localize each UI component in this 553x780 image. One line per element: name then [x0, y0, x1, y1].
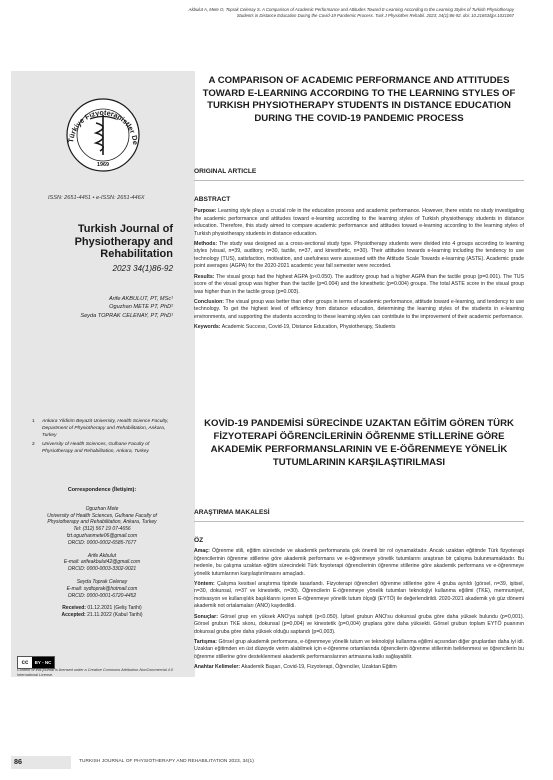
results-text: The visual group had the highest AGPA (p<0.050). The auditory group had a higher AGPA than the tactile group (p=0.001). The TUS score of the visual group was higher than the tactile (p=0.004) and the kinesthetic (p=0.004) groups. The total ASTE score in the visual group was higher than in the tactile group (p=0.003).	[194, 273, 524, 295]
correspondent-orcid[interactable]: ORCID: 0000-0001-6720-4452	[67, 592, 137, 599]
research-article-label: ARAŞTIRMA MAKALESİ	[194, 509, 270, 516]
society-logo	[38, 83, 168, 213]
article-title-english: A COMPARISON OF ACADEMIC PERFORMANCE AND ATTITUDES TOWARD E-LEARNING ACCORDING TO THE LEARNING STYLES OF TURKISH PHYSIOTHERAPY STUDENTS IN DISTANCE EDUCATION DURING THE COVID-19 PANDEMIC PROCESS	[202, 75, 516, 124]
correspondent-name: Oguzhan Mete	[85, 505, 119, 512]
sonuclar-label: Sonuçlar:	[194, 613, 218, 620]
abstract-purpose	[194, 208, 524, 238]
purpose-text: Learning style plays a crucial role in the education process and academic performance. However, there exists no study investigating the academic performance and attitudes toward e-learning according to the learning styles of Turkish physiotherapy students in distance education. Therefore, this study aimed to compare academic performance and attitudes toward e-learning according to the learning styles of Turkish physiotherapy students in distance education.	[194, 208, 524, 237]
cc-icon: cc	[18, 657, 32, 668]
author-3: Seyda TOPRAK CELENAY, PT, PhD¹	[80, 312, 173, 319]
oz-body	[194, 548, 524, 674]
accepted-label: Accepted:	[61, 612, 86, 619]
oz-heading: ÖZ	[194, 537, 204, 544]
oz-tartisma	[194, 639, 524, 662]
methods-text: The study was designed as a cross-sectional study type. Physiotherapy students were divided into 4 groups according to learning styles (visual, n=39, auditory, n=30, tactile, n=37, and kinesthetic, n=30). Their attitudes towards e-learning including the tendency to use technology (TUS), satisfaction, motivation, and usefulness were assessed with the Attitude Scale Towards e-learning (ASTE). Academic grade point averages (AGPA) for the 2020-2021 academic year fall semester were recorded.	[194, 240, 525, 270]
abstract-conclusion	[194, 299, 524, 322]
affiliation-number: 2	[32, 441, 35, 447]
affiliation-2	[32, 442, 170, 456]
anahtar-text: Akademik Başarı, Covid-19, Fizyoterapi, Öğrenciler, Uzaktan Eğitim	[241, 664, 397, 671]
oz-anahtar	[194, 664, 524, 672]
accepted-value: 21.11.2022 (Kabul Tarihi)	[87, 612, 143, 619]
conclusion-text: The visual group was better than other groups in terms of academic performance, attitude toward e-learning, and tendency to use technology. To get the highest level of efficiency from distance education, determining the learning styles of the students in e-learning environments, and supporting the students according to these learning styles can contribute to the improvement of their academic performance.	[194, 298, 524, 320]
affiliation-text: Ankara Yildirim Beyazit University, Health Science Faculty, Department of Physiotherapy and Rehabilitation, Ankara, Turkey	[42, 419, 169, 438]
accepted-date	[32, 612, 172, 619]
logo-ring-text: Türkiye Fizyoterapistler De	[66, 107, 141, 146]
correspondent-orcid[interactable]: ORCID: 0000-0002-6585-7677	[67, 539, 137, 546]
abstract-results	[194, 274, 524, 297]
correspondence-title: Correspondence (İletişim):	[67, 487, 137, 493]
journal-name-line-1: Turkish Journal of	[77, 223, 173, 235]
abstract-methods	[194, 241, 524, 271]
volume-pages: 2023 34(1)86-92	[112, 264, 173, 273]
correspondent-address-1: University of Health Sciences, Gulhane Faculty of	[47, 512, 157, 519]
cc-by-nc-label: BY - NC	[32, 657, 54, 668]
correspondent-phone: Tel: (312) 567 19 07-4656	[73, 526, 131, 533]
tartisma-text: Görsel grup akademik performans, e-öğrenmeye yönelik tutum ve teknolojiyi kullanma eğilimi açısından diğer gruplardan daha iyi idi. Uzaktan eğitimden en üst düzeyde verim alabilmek için e-öğrenme ortamlarında öğrencilerin öğrenme stillerinin belirlenmesi ve öğrencilerin bu öğrenme stillerine göre desteklenmesi akademik performanslarının artmasına katkı sağlayabilir.	[194, 638, 524, 660]
issn-line: ISSN: 2651-4451 • e-ISSN: 2651-446X	[48, 195, 145, 201]
oz-amac	[194, 548, 524, 578]
correspondent-1	[32, 506, 172, 547]
running-head	[60, 7, 514, 20]
correspondent-email[interactable]: E-mail: sydtoprak@hotmail.com	[66, 585, 138, 592]
results-label: Results:	[194, 273, 215, 280]
received-date	[32, 605, 172, 612]
affiliation-number: 1	[32, 419, 35, 424]
affiliations	[32, 419, 170, 458]
page-number: 86	[14, 757, 22, 766]
correspondent-email[interactable]: fzt.oguzhanmete06@gmail.com	[66, 532, 138, 539]
correspondent-3	[32, 579, 172, 599]
abstract-heading: ABSTRACT	[194, 196, 231, 203]
logo-year: 1969	[97, 162, 109, 168]
correspondent-name: Arife Akbulut	[87, 552, 117, 559]
license-text: Content of this journal is licensed under a Creative Commons Attribution-NonCommercial 4.0 International License.	[17, 668, 174, 678]
divider	[194, 180, 524, 181]
oz-yontem	[194, 581, 524, 611]
conclusion-label: Conclusion:	[194, 298, 224, 305]
correspondence-block	[32, 487, 172, 619]
correspondent-orcid[interactable]: ORCID: 0000-0003-3302-9021	[67, 566, 137, 573]
yontem-label: Yöntem:	[194, 580, 215, 587]
running-head-line-1: Akbulut A, Mete O, Toprak Celenay S. A Comparison of Academic Performance and Attitudes Toward E-Learning According to the Learning Styles of Turkish Physiotherapy	[188, 7, 514, 12]
keywords-label: Keywords:	[194, 324, 221, 331]
methods-label: Methods:	[194, 240, 218, 247]
abstract-body	[194, 208, 524, 334]
amac-label: Amaç:	[194, 548, 210, 554]
divider	[194, 521, 524, 522]
author-2: Oguzhan METE PT, PhD²	[109, 304, 173, 311]
article-title-turkish: KOVİD-19 PANDEMİSİ SÜRECİNDE UZAKTAN EĞİTİM GÖREN TÜRK FİZYOTERAPİ ÖĞRENCİLERİNİN ÖĞRENME STİLLERİNE GÖRE AKADEMİK PERFORMANSLARININ VE E-ÖĞRENMEYE YÖNELİK TUTUMLARININ KARŞILAŞTIRILMASI	[204, 418, 514, 468]
correspondent-address-2: Physiotherapy and Rehabilitation, Ankara, Turkey	[47, 519, 157, 526]
amac-text: Öğrenme stili, eğitim sürecinde ve akademik performansta çok önemli bir rol oynamaktadır. Ancak uzaktan eğitimde Türk fizyoterapi öğrencilerinin öğrenme stillerine göre akademik performans ve e-öğrenmeye yönelik tutumlarını araştıran bir çalışma bulunmamaktadır. Bu nedenle, bu çalışma uzaktan eğitim sürecindeki Türk fizyoterapi öğrencilerinin öğrenme stillerine göre akademik performans ve e-öğrenmeye yönelik tutumlarının karşılaştırılmasını amaçladı.	[194, 548, 524, 577]
author-list	[11, 295, 173, 320]
keywords-text: Academic Success, Covid-19, Distance Education, Physiotherapy, Students	[221, 324, 396, 331]
correspondent-2	[32, 553, 172, 573]
affiliation-text: University of Health Sciences, Gulhane Faculty of Physiotherapy and Rehabilitation, Ankara, Turkey	[42, 441, 150, 454]
purpose-label: Purpose:	[194, 208, 217, 214]
footer-journal-text: TURKISH JOURNAL OF PHYSIOTHERAPY AND REHABILITATION 2023, 34(1)	[79, 759, 254, 764]
tartisma-label: Tartışma:	[194, 638, 217, 645]
article-type-label: ORIGINAL ARTICLE	[194, 168, 257, 175]
sonuclar-text: Görsel grup en yüksek ANO'ya sahipti (p<0.050). İşitsel grubun ANO'su dokunsal gruba göre daha yüksek bulundu (p=0,001). Görsel grubun TKE skoru, dokunsal (p=0,004) ve kinestetik (p=0,004) gruplara göre daha yüksekti. Görsel grubun toplam EYTÖ puanının dokunsal gruba göre daha yüksek olduğu saptandı (p=0,003).	[194, 613, 524, 635]
correspondent-email[interactable]: E-mail: arifeakbulut42@gmail.com	[63, 559, 141, 566]
author-1: Arife AKBULUT, PT, MSc¹	[108, 296, 173, 302]
oz-sonuclar	[194, 614, 524, 637]
abstract-keywords	[194, 324, 524, 332]
journal-name-line-3: Rehabilitation	[100, 248, 173, 261]
running-head-line-2: Students in Distance Education During the Covid-19 Pandemic Process. Turk J Physiother Rehabil. 2023; 34(1):86-92. doi: 10.21653/tjpr.1031067	[236, 13, 514, 19]
correspondent-name: Seyda Toprak Celenay	[76, 578, 128, 585]
journal-name-line-2: Physiotherapy and	[74, 235, 173, 248]
anahtar-label: Anahtar Kelimeler:	[194, 664, 241, 671]
received-label: Received:	[62, 605, 86, 612]
yontem-text: Çalışma kesitsel araştırma tipinde tasarlandı. Fizyoterapi öğrencileri öğrenme stillerine göre 4 gruba ayrıldı (görsel, n=39, işitsel, n=30, dokunsal, n=37 ve kinestetik, n=30). Öğrencilerin E-öğrenmeye yönelik tutumları teknolojiyi kullanma eğilimi (TKE), memnuniyet, motivasyon ve kullanışlılık başlıklarını içeren E-öğrenmeye yönelik tutum ölçeği (EYTÖ) ile değerlendirildi. 2020-2021 akademik yılı güz dönemi akademik not ortalamaları (ANO) kaydedildi.	[194, 580, 524, 610]
affiliation-1	[32, 419, 170, 440]
received-value: 01.12.2021 (Geliş Tarihi)	[87, 605, 142, 612]
journal-name	[11, 223, 173, 261]
